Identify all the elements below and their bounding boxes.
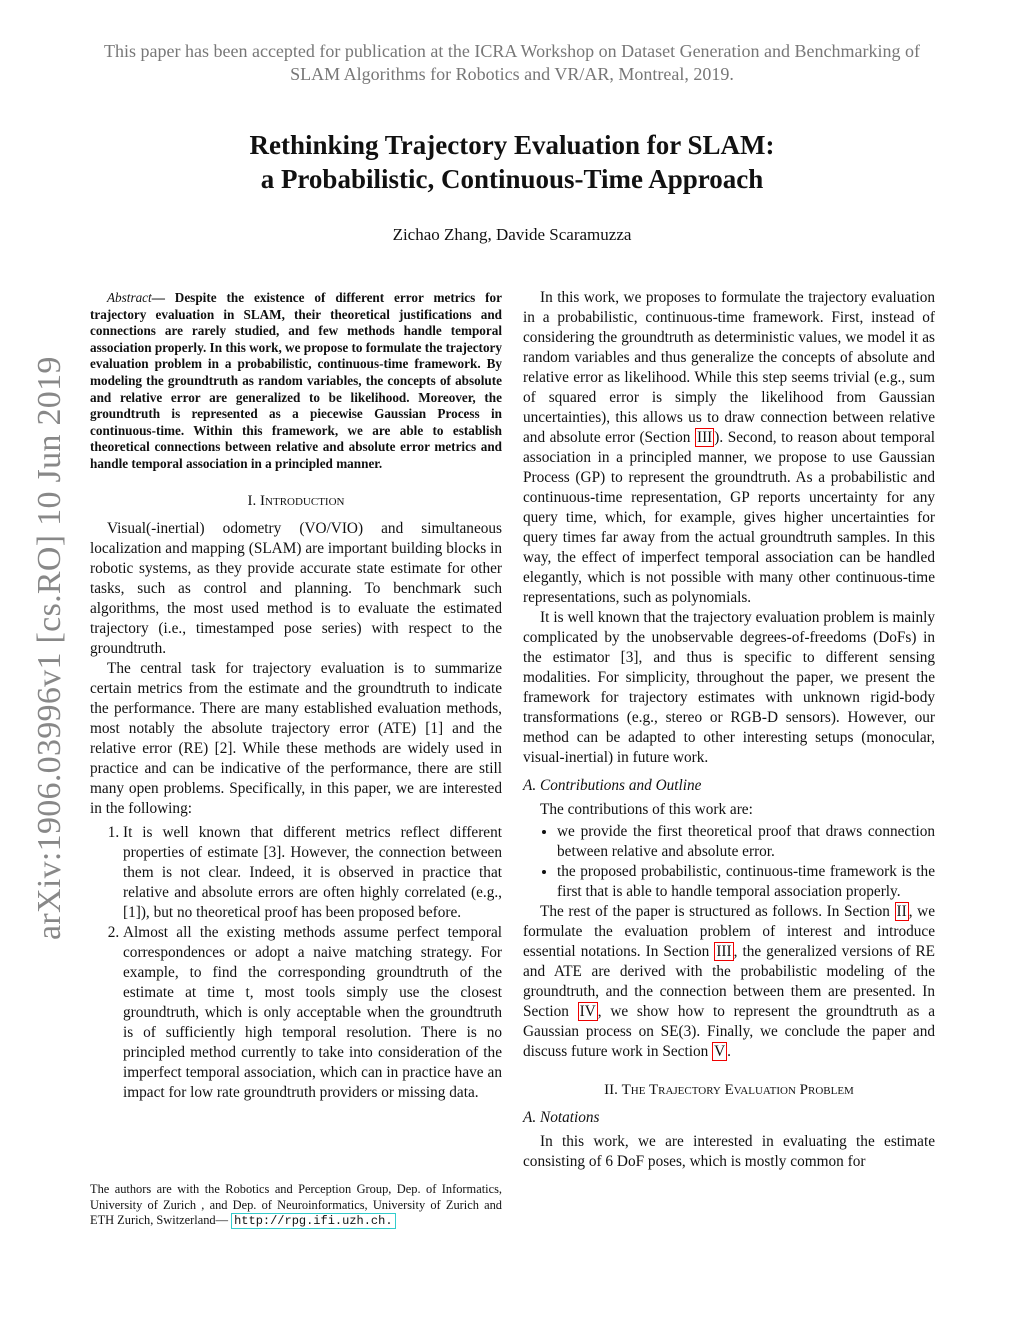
section-2-title: The Trajectory Evaluation Problem [621, 1082, 854, 1098]
outline-part-2: , we formulate the evaluation problem of interest and introduce essential notations. In Section [523, 903, 935, 960]
outline-part-5: . [727, 1043, 731, 1060]
authors: Zichao Zhang, Davide Scaramuzza [392, 225, 632, 244]
footnote [90, 1182, 502, 1230]
title-line-2: a Probabilistic, Continuous-Time Approach [260, 164, 764, 194]
section-ref-link[interactable]: IV [579, 1003, 596, 1020]
issues-list [90, 823, 502, 1103]
section-1-heading [90, 491, 502, 511]
section-1-number: I. [247, 492, 257, 509]
issue-item-2: 2. Almost all the existing methods assume perfect temporal correspondences or adopt a naive matching strategy. For example, to find the corresponding groundtruth of the estimate at time t, most tools simply use the closest groundtruth, which is only acceptable when the groundtruth is of sufficiently high temporal resolution. There is no principled method currently to take into consideration of the imperfect temporal association, which can in practice have an impact for low rate groundtruth providers or missing data. [123, 923, 502, 1103]
right-paragraph-2: It is well known that the trajectory evaluation problem is mainly complicated by the unobservable degrees-of-freedoms (DoFs) in the estimator [3], and thus is specific to different sensing modalities. For simplicity, throughout the paper, we present the framework for trajectory estimates with unknown rigid-body transformations (e.g., stereo or RGB-D sensors). However, our method can be adapted to other interesting setups (monocular, visual-inertial) in future work. [523, 609, 935, 766]
contribution-item-2: • the proposed probabilistic, continuous-time framework is the first that is able to handle temporal association properly. [557, 862, 935, 902]
subsection-contributions-heading: A. Contributions and Outline [523, 777, 702, 794]
section-ref-link[interactable]: II [896, 903, 907, 920]
arxiv-watermark: arXiv:1906.03996v1 [cs.RO] 10 Jun 2019 [31, 356, 68, 940]
abstract-text: — Despite the existence of different error metrics for trajectory evaluation in SLAM, their theoretical justifications and connections are rarely studied, and few methods handle temporal association properly. In this work, we propose to formulate the trajectory evaluation problem in a probabilistic, continuous-time framework. By modeling the groundtruth as random variables, the concepts of absolute and relative error are generalized to be likelihood. Moreover, the groundtruth is represented as a piecewise Gaussian Process in continuous-time. Within this framework, we are able to establish theoretical connections between relative and absolute error metrics and handle temporal association in a principled manner. [90, 290, 502, 471]
footnote-url-link[interactable]: http://rpg.ifi.uzh.ch. [231, 1213, 395, 1229]
subsection-notations-heading: A. Notations [523, 1109, 600, 1126]
section-ref-link[interactable]: III [716, 943, 732, 960]
contributions-list [523, 822, 935, 902]
paper-title [112, 128, 912, 196]
right-column [523, 288, 935, 1172]
right-p1-part-b: ). Second, to reason about temporal association in a principled manner, we propose to use Gaussian Process (GP) to represent the groundtruth. As a probabilistic and continuous-time representation, GP reports uncertainty for any query time, which, for example, gives higher uncertainties for query times far away from the actual groundtruth samples. In this way, the effect of imperfect temporal association can be handled elegantly, which is not possible with many other continuous-time representations, such as polynomials. [523, 429, 935, 606]
intro-paragraph-1: Visual(-inertial) odometry (VO/VIO) and simultaneous localization and mapping (SLAM) are important building blocks in robotic systems, as they provide accurate state estimate for other tasks, such as control and planning. To benchmark such algorithms, the most used method is to evaluate the estimated trajectory (i.e., timestamped pose series) with respect to the groundtruth. [90, 519, 502, 657]
outline-paragraph [523, 902, 935, 1062]
contribution-item-1: • we provide the first theoretical proof that draws connection between relative and absolute error. [557, 822, 935, 862]
abstract [90, 290, 502, 473]
section-ref-link[interactable]: III [696, 429, 713, 446]
intro-paragraph-2: The central task for trajectory evaluation is to summarize certain metrics from the estimate and the groundtruth to indicate the performance. There are many established evaluation methods, most notably the absolute trajectory error (ATE) [1] and the relative error (RE) [2]. While these methods are widely used in practice and can be indicative of the performance, there are still many open problems. Specifically, in this paper, we are interested in the following: [90, 659, 502, 817]
left-column [90, 290, 502, 1103]
outline-part-4: , we show how to represent the groundtruth as a Gaussian process on SE(3). Finally, we conclude the paper and discuss future work in Section [523, 1003, 935, 1060]
title-line-1: Rethinking Trajectory Evaluation for SLAM: [249, 130, 775, 160]
section-ref-link[interactable]: V [714, 1043, 726, 1060]
notations-paragraph: In this work, we are interested in evaluating the estimate consisting of 6 DoF poses, which is mostly common for [523, 1133, 935, 1170]
abstract-label: Abstract [107, 290, 152, 305]
publication-notice: This paper has been accepted for publication at the ICRA Workshop on Dataset Generation and Benchmarking of SLAM Algorithms for Robotics and VR/AR, Montreal, 2019. [104, 41, 920, 84]
footnote-text: The authors are with the Robotics and Perception Group, Dep. of Informatics, University of Zurich , and Dep. of Neuroinformatics, University of Zurich and ETH Zurich, Switzerland— [90, 1182, 502, 1227]
outline-part-1: The rest of the paper is structured as follows. In Section [540, 903, 895, 920]
right-p1-part-a: In this work, we proposes to formulate the trajectory evaluation in a probabilistic, continuous-time framework. First, instead of considering the groundtruth as deterministic values, we model it as random variables and thus generalize the concepts of absolute and relative error as likelihood. While this step seems trivial (e.g., sum of squared error is simply the likelihood from Gaussian uncertainties), this allows us to draw connection between relative and absolute error (Section [523, 289, 935, 446]
section-2-heading [523, 1080, 935, 1100]
issue-item-1: 1. It is well known that different metrics reflect different properties of estimate [3]. However, the connection between them is not clear. Indeed, it is observed in practice that relative and absolute errors are often highly correlated (e.g., [1]), but no theoretical proof has been proposed before. [123, 823, 502, 923]
section-2-number: II. [604, 1082, 618, 1098]
section-1-title: Introduction [260, 492, 345, 509]
outline-part-3: , the generalized versions of RE and ATE are derived with the probabilistic modeling of the groundtruth, and the connection between them are presented. In Section [523, 943, 935, 1020]
contributions-intro: The contributions of this work are: [540, 801, 753, 818]
right-paragraph-1 [523, 288, 935, 608]
